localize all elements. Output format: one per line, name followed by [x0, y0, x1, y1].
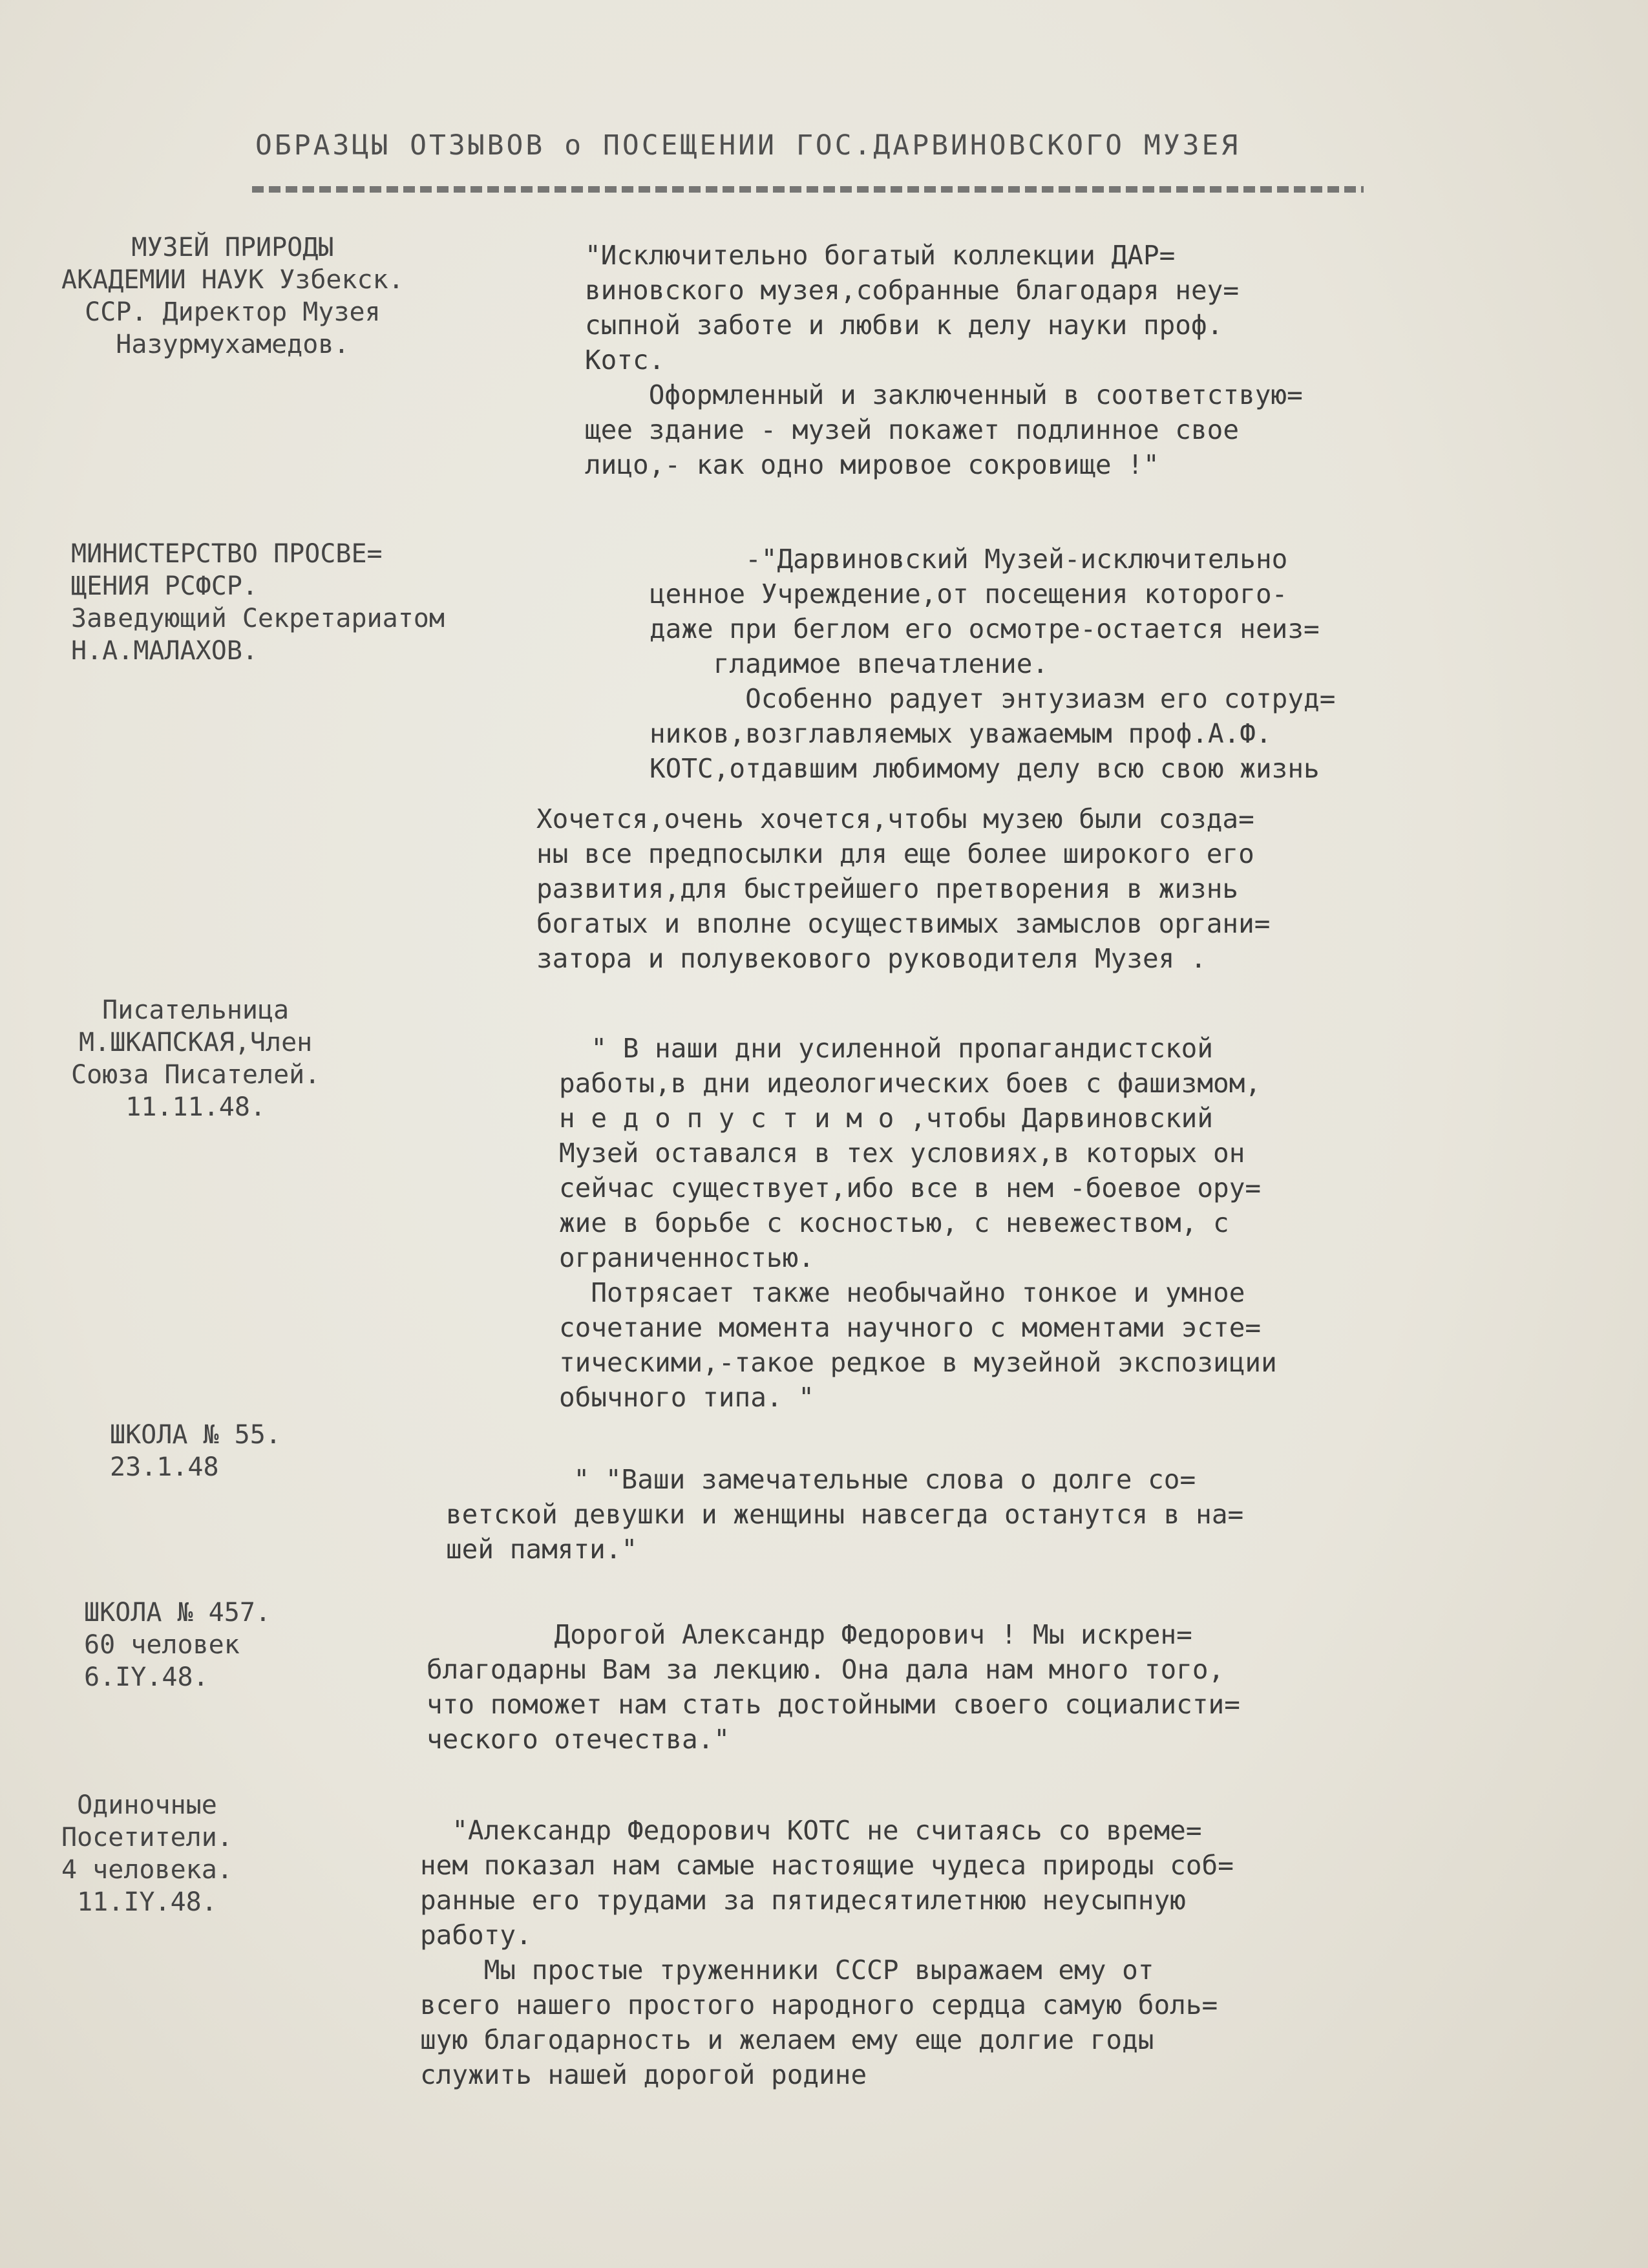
document-title: ОБРАЗЦЫ ОТЗЫВОВ о ПОСЕЩЕНИИ ГОС.ДАРВИНОВСКОГО МУЗЕЯ: [255, 129, 1241, 162]
entry-quote: "Исключительно богатый коллекции ДАР= виновского музея,собранные благодаря неу= сыпной заботе и любви к делу науки проф. Котс. Оформленный и заключенный в соответствую= щее здание - музей покажет подлинное свое лицо,- как одно мировое сокровище !": [585, 240, 1303, 480]
entry-sender: ШКОЛА № 55. 23.1.48: [110, 1420, 281, 1482]
entry-quote-continued: Хочется,очень хочется,чтобы музею были созда= ны все предпосылки для еще более широкого его развития,для быстрейшего претворения в жизнь богатых и вполне осуществимых замыслов органи= затора и полувекового руководителя Музея .: [536, 803, 1271, 974]
title-underline: [252, 186, 1364, 193]
entry-quote: " В наши дни усиленной пропагандистской работы,в дни идеологических боев с фашизмом, н е д о п у с т и м о ,чтобы Дарвиновский Музей оставался в тех условиях,в которых он сейчас существует,ибо все в нем -боевое ору= жие в борьбе с косностью, с невежеством, с ограниченностью. Потрясает также необычайно тонкое и умное сочетание момента научного с моментами эсте= тическими,-такое редкое в музейной экспозиции обычного типа. ": [559, 1033, 1277, 1413]
entry-sender: ШКОЛА № 457. 60 человек 6.IY.48.: [84, 1598, 271, 1692]
entry-sender: МУЗЕЙ ПРИРОДЫ АКАДЕМИИ НАУК Узбекск. ССР. Директор Музея Назурмухамедов.: [61, 233, 404, 359]
entry-quote: Дорогой Александр Федорович ! Мы искрен= благодарны Вам за лекцию. Она дала нам много того, что поможет нам стать достойными своего социалисти= ческого отечества.": [427, 1619, 1240, 1755]
entry-quote: -"Дарвиновский Музей-исключительно ценное Учреждение,от посещения которого- даже при беглом его осмотре-остается неиз= гладимое впечатление. Особенно радует энтузиазм его сотруд= ников,возглавляемых уважаемым проф.А.Ф. КОТС,отдавшим любимому делу всю свою жизнь: [650, 544, 1336, 784]
entry-quote: " "Ваши замечательные слова о долге со= ветской девушки и женщины навсегда останутся в на= шей памяти.": [446, 1464, 1244, 1565]
entry-sender: МИНИСТЕРСТВО ПРОСВЕ= ЩЕНИЯ РСФСР. Заведующий Секретариатом Н.А.МАЛАХОВ.: [71, 539, 445, 666]
entry-sender: Одиночные Посетители. 4 человека. 11.IY.48.: [61, 1790, 233, 1917]
entry-sender: Писательница М.ШКАПСКАЯ,Член Союза Писателей. 11.11.48.: [71, 995, 321, 1122]
entry-quote: "Александр Федорович КОТС не считаясь со време= нем показал нам самые настоящие чудеса природы соб= ранные его трудами за пятидесятилетнюю неусыпную работу. Мы простые труженники СССР выражаем ему от всего нашего простого народного сердца самую боль= шую благодарность и желаем ему еще долгие годы служить нашей дорогой родине: [420, 1815, 1234, 2090]
